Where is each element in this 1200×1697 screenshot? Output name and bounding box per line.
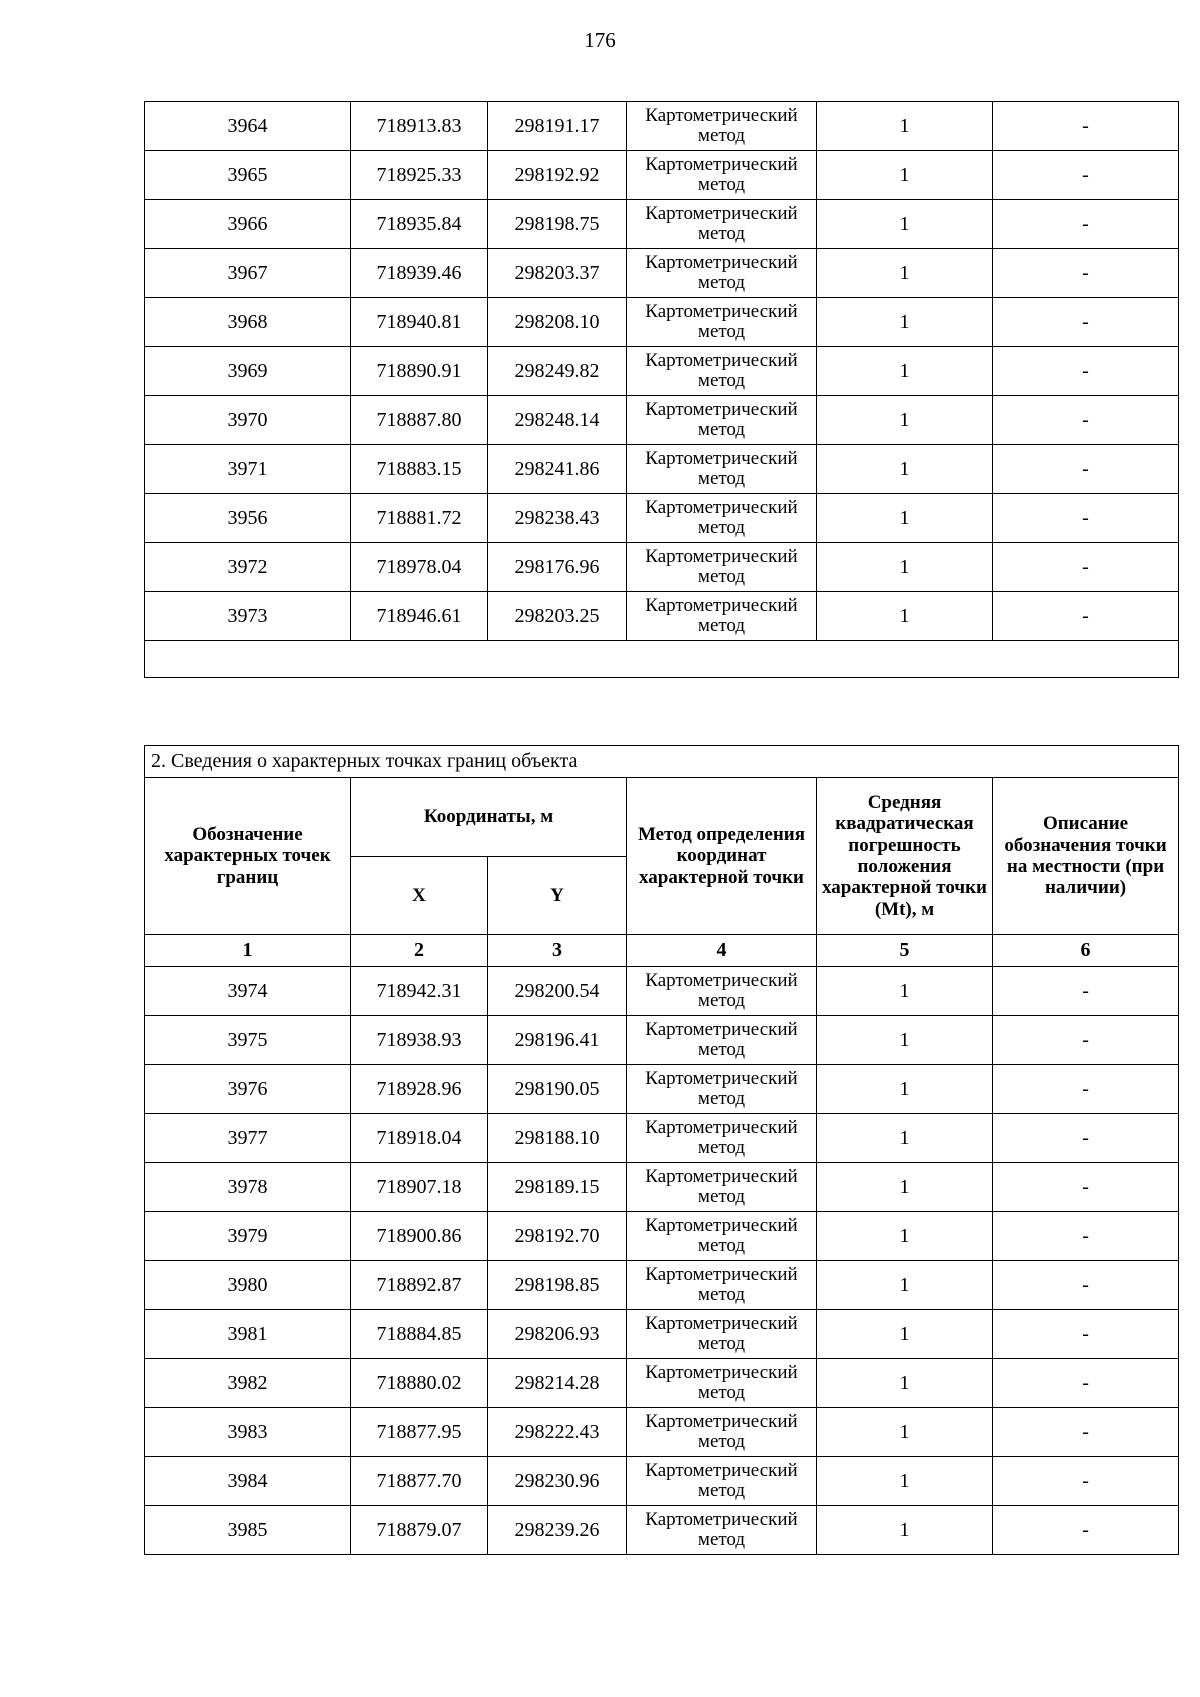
header-mean-error: Средняя квадратическая погрешность положения характерной точки (Mt), м [817, 778, 993, 935]
description-cell: - [993, 592, 1179, 641]
mean-error-cell: 1 [817, 249, 993, 298]
mean-error-cell: 1 [817, 494, 993, 543]
x-coordinate-cell: 718939.46 [351, 249, 488, 298]
y-coordinate-cell: 298249.82 [488, 347, 627, 396]
table-row [145, 1163, 1179, 1212]
point-cell: 3965 [145, 151, 351, 200]
point-cell: 3969 [145, 347, 351, 396]
y-coordinate-cell: 298203.25 [488, 592, 627, 641]
y-coordinate-cell: 298200.54 [488, 967, 627, 1016]
point-cell: 3956 [145, 494, 351, 543]
table-row [145, 445, 1179, 494]
table-header [145, 746, 1179, 967]
description-cell: - [993, 249, 1179, 298]
table-row [145, 1114, 1179, 1163]
table-row [145, 298, 1179, 347]
x-coordinate-cell: 718883.15 [351, 445, 488, 494]
point-cell: 3970 [145, 396, 351, 445]
method-cell: Картометрический метод [627, 102, 817, 151]
coordinates-table-continued [144, 101, 1179, 678]
x-coordinate-cell: 718881.72 [351, 494, 488, 543]
y-coordinate-cell: 298214.28 [488, 1359, 627, 1408]
boundary-points-table [144, 745, 1179, 1555]
y-coordinate-cell: 298192.70 [488, 1212, 627, 1261]
method-cell: Картометрический метод [627, 298, 817, 347]
y-coordinate-cell: 298248.14 [488, 396, 627, 445]
x-coordinate-cell: 718880.02 [351, 1359, 488, 1408]
y-coordinate-cell: 298191.17 [488, 102, 627, 151]
method-cell: Картометрический метод [627, 249, 817, 298]
mean-error-cell: 1 [817, 967, 993, 1016]
x-coordinate-cell: 718942.31 [351, 967, 488, 1016]
mean-error-cell: 1 [817, 347, 993, 396]
table-row [145, 1506, 1179, 1555]
x-coordinate-cell: 718900.86 [351, 1212, 488, 1261]
table-row [145, 592, 1179, 641]
description-cell: - [993, 1212, 1179, 1261]
mean-error-cell: 1 [817, 102, 993, 151]
x-coordinate-cell: 718907.18 [351, 1163, 488, 1212]
mean-error-cell: 1 [817, 1016, 993, 1065]
mean-error-cell: 1 [817, 1359, 993, 1408]
table-row [145, 1065, 1179, 1114]
description-cell: - [993, 1163, 1179, 1212]
description-cell: - [993, 102, 1179, 151]
header-point-designation: Обозначение характерных точек границ [145, 778, 351, 935]
y-coordinate-cell: 298198.85 [488, 1261, 627, 1310]
column-number: 2 [351, 935, 488, 967]
mean-error-cell: 1 [817, 1065, 993, 1114]
mean-error-cell: 1 [817, 1310, 993, 1359]
method-cell: Картометрический метод [627, 592, 817, 641]
point-cell: 3966 [145, 200, 351, 249]
y-coordinate-cell: 298189.15 [488, 1163, 627, 1212]
point-cell: 3982 [145, 1359, 351, 1408]
point-cell: 3983 [145, 1408, 351, 1457]
mean-error-cell: 1 [817, 151, 993, 200]
column-number: 1 [145, 935, 351, 967]
method-cell: Картометрический метод [627, 1065, 817, 1114]
x-coordinate-cell: 718884.85 [351, 1310, 488, 1359]
y-coordinate-cell: 298176.96 [488, 543, 627, 592]
point-cell: 3968 [145, 298, 351, 347]
header-method: Метод определения координат характерной точки [627, 778, 817, 935]
table-row [145, 102, 1179, 151]
method-cell: Картометрический метод [627, 1016, 817, 1065]
method-cell: Картометрический метод [627, 1163, 817, 1212]
mean-error-cell: 1 [817, 1506, 993, 1555]
point-cell: 3974 [145, 967, 351, 1016]
empty-row [145, 641, 1179, 678]
description-cell: - [993, 1408, 1179, 1457]
method-cell: Картометрический метод [627, 151, 817, 200]
table-caption: 2. Сведения о характерных точках границ объекта [145, 746, 1179, 778]
method-cell: Картометрический метод [627, 543, 817, 592]
table-row [145, 1408, 1179, 1457]
description-cell: - [993, 347, 1179, 396]
x-coordinate-cell: 718887.80 [351, 396, 488, 445]
table-row [145, 543, 1179, 592]
table-row [145, 347, 1179, 396]
y-coordinate-cell: 298241.86 [488, 445, 627, 494]
y-coordinate-cell: 298196.41 [488, 1016, 627, 1065]
description-cell: - [993, 543, 1179, 592]
description-cell: - [993, 396, 1179, 445]
method-cell: Картометрический метод [627, 494, 817, 543]
description-cell: - [993, 445, 1179, 494]
point-cell: 3973 [145, 592, 351, 641]
point-cell: 3978 [145, 1163, 351, 1212]
table-row [145, 494, 1179, 543]
description-cell: - [993, 1261, 1179, 1310]
method-cell: Картометрический метод [627, 1457, 817, 1506]
table-row [145, 249, 1179, 298]
x-coordinate-cell: 718978.04 [351, 543, 488, 592]
table-row [145, 200, 1179, 249]
table-row [145, 1457, 1179, 1506]
method-cell: Картометрический метод [627, 1310, 817, 1359]
point-cell: 3972 [145, 543, 351, 592]
x-coordinate-cell: 718877.70 [351, 1457, 488, 1506]
description-cell: - [993, 1457, 1179, 1506]
description-cell: - [993, 298, 1179, 347]
y-coordinate-cell: 298190.05 [488, 1065, 627, 1114]
y-coordinate-cell: 298198.75 [488, 200, 627, 249]
method-cell: Картометрический метод [627, 1114, 817, 1163]
point-cell: 3964 [145, 102, 351, 151]
header-y: Y [488, 857, 627, 935]
method-cell: Картометрический метод [627, 1261, 817, 1310]
x-coordinate-cell: 718913.83 [351, 102, 488, 151]
method-cell: Картометрический метод [627, 1212, 817, 1261]
y-coordinate-cell: 298239.26 [488, 1506, 627, 1555]
point-cell: 3976 [145, 1065, 351, 1114]
table-row [145, 396, 1179, 445]
header-coordinates: Координаты, м [351, 778, 627, 857]
y-coordinate-cell: 298238.43 [488, 494, 627, 543]
point-cell: 3967 [145, 249, 351, 298]
description-cell: - [993, 1506, 1179, 1555]
x-coordinate-cell: 718925.33 [351, 151, 488, 200]
mean-error-cell: 1 [817, 1163, 993, 1212]
mean-error-cell: 1 [817, 1408, 993, 1457]
point-cell: 3975 [145, 1016, 351, 1065]
empty-cell [145, 641, 1179, 678]
method-cell: Картометрический метод [627, 396, 817, 445]
mean-error-cell: 1 [817, 445, 993, 494]
x-coordinate-cell: 718938.93 [351, 1016, 488, 1065]
x-coordinate-cell: 718946.61 [351, 592, 488, 641]
table-row [145, 967, 1179, 1016]
y-coordinate-cell: 298230.96 [488, 1457, 627, 1506]
header-description: Описание обозначения точки на местности (при наличии) [993, 778, 1179, 935]
mean-error-cell: 1 [817, 200, 993, 249]
header-x: X [351, 857, 488, 935]
page-number: 176 [584, 28, 616, 52]
description-cell: - [993, 494, 1179, 543]
x-coordinate-cell: 718918.04 [351, 1114, 488, 1163]
y-coordinate-cell: 298203.37 [488, 249, 627, 298]
method-cell: Картометрический метод [627, 967, 817, 1016]
point-cell: 3981 [145, 1310, 351, 1359]
x-coordinate-cell: 718879.07 [351, 1506, 488, 1555]
mean-error-cell: 1 [817, 592, 993, 641]
point-cell: 3971 [145, 445, 351, 494]
y-coordinate-cell: 298206.93 [488, 1310, 627, 1359]
description-cell: - [993, 1016, 1179, 1065]
y-coordinate-cell: 298192.92 [488, 151, 627, 200]
table-row [145, 151, 1179, 200]
y-coordinate-cell: 298208.10 [488, 298, 627, 347]
table-body [145, 967, 1179, 1555]
y-coordinate-cell: 298222.43 [488, 1408, 627, 1457]
x-coordinate-cell: 718890.91 [351, 347, 488, 396]
method-cell: Картометрический метод [627, 445, 817, 494]
column-number: 4 [627, 935, 817, 967]
x-coordinate-cell: 718935.84 [351, 200, 488, 249]
point-cell: 3984 [145, 1457, 351, 1506]
description-cell: - [993, 1310, 1179, 1359]
table-row [145, 1359, 1179, 1408]
y-coordinate-cell: 298188.10 [488, 1114, 627, 1163]
point-cell: 3979 [145, 1212, 351, 1261]
point-cell: 3977 [145, 1114, 351, 1163]
method-cell: Картометрический метод [627, 347, 817, 396]
table-body [145, 102, 1179, 678]
description-cell: - [993, 1065, 1179, 1114]
point-cell: 3980 [145, 1261, 351, 1310]
x-coordinate-cell: 718940.81 [351, 298, 488, 347]
mean-error-cell: 1 [817, 543, 993, 592]
mean-error-cell: 1 [817, 1212, 993, 1261]
method-cell: Картометрический метод [627, 1359, 817, 1408]
table-row [145, 1212, 1179, 1261]
mean-error-cell: 1 [817, 396, 993, 445]
method-cell: Картометрический метод [627, 1408, 817, 1457]
column-numbers-row [145, 935, 1179, 967]
point-cell: 3985 [145, 1506, 351, 1555]
x-coordinate-cell: 718877.95 [351, 1408, 488, 1457]
x-coordinate-cell: 718892.87 [351, 1261, 488, 1310]
description-cell: - [993, 151, 1179, 200]
column-number: 6 [993, 935, 1179, 967]
table-row [145, 1016, 1179, 1065]
column-number: 3 [488, 935, 627, 967]
mean-error-cell: 1 [817, 1114, 993, 1163]
column-number: 5 [817, 935, 993, 967]
x-coordinate-cell: 718928.96 [351, 1065, 488, 1114]
method-cell: Картометрический метод [627, 200, 817, 249]
table-row [145, 1310, 1179, 1359]
description-cell: - [993, 200, 1179, 249]
table-row [145, 1261, 1179, 1310]
description-cell: - [993, 1359, 1179, 1408]
description-cell: - [993, 1114, 1179, 1163]
mean-error-cell: 1 [817, 1261, 993, 1310]
mean-error-cell: 1 [817, 298, 993, 347]
mean-error-cell: 1 [817, 1457, 993, 1506]
method-cell: Картометрический метод [627, 1506, 817, 1555]
description-cell: - [993, 967, 1179, 1016]
